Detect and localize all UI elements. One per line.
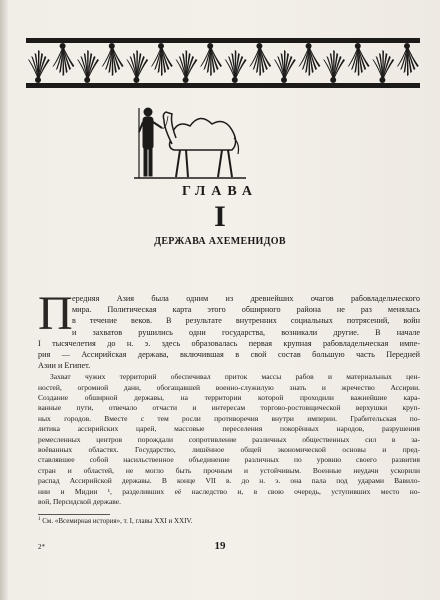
palmette-motif: [323, 50, 345, 83]
palmette-motif: [274, 50, 296, 83]
palmette-motif: [126, 50, 148, 83]
palmette-motif: [175, 50, 197, 83]
footnote-mark: 1: [38, 517, 41, 522]
palmette-motif: [102, 43, 124, 76]
palmette-motif: [52, 43, 74, 76]
chapter-label: ГЛАВА: [182, 184, 258, 199]
text-line: литика ассирийских царей, массовые переселения покорённых народов, разрушения: [38, 424, 420, 434]
text-line: в течение веков. В результате внутренних социальных потрясений, войн: [72, 316, 420, 326]
paragraph-1: [38, 287, 420, 371]
chapter-number: I: [214, 200, 226, 233]
text-line: ных городов. Вместе с тем росли противоречия внутри империи. Грабительская по-: [38, 413, 420, 423]
palmette-motif: [151, 43, 173, 76]
palmette-motif: [348, 43, 370, 76]
text-line: ремесленных центров порождали сопротивление различных общественных сил в за-: [38, 434, 420, 444]
palmette-motif: [372, 50, 394, 83]
page-spine-shadow: [0, 0, 8, 600]
text-line: воёванных областях. Государство, лишённое общей экономической основы и пред-: [38, 445, 420, 455]
palmette-motif: [200, 43, 222, 76]
text-line: Захват чужих территорий обеспечивал приток массы рабов и материальных цен-: [50, 372, 420, 382]
footnote: [38, 517, 418, 525]
palmette-motif: [397, 43, 419, 76]
text-line: мира. Политическая карта этого обширного района не раз менялась: [72, 305, 420, 315]
text-line: ванные пути, отвечало отчасти и интересам торгово-ростовщической верхушки круп-: [38, 403, 420, 413]
palmette-motif: [298, 43, 320, 76]
text-line: ставлявшее собой насильственное объединение различных по уровню своего развития: [38, 455, 420, 465]
camel-and-man-illustration: [130, 98, 250, 182]
footnote-divider: [38, 514, 110, 515]
palmette-motif: [28, 50, 50, 83]
chapter-title: ДЕРЖАВА АХЕМЕНИДОВ: [154, 236, 286, 247]
drop-cap: П: [38, 287, 73, 340]
text-line: Создание обширной державы, на территории которой проходили важнейшие кара-: [38, 393, 420, 403]
footnote-text: См. «Всемирная история», т. I, главы XXI и XXIV.: [42, 517, 193, 525]
text-line: стран и областей, не могло быть прочным и устойчивым. Военные неудачи ускорили: [38, 465, 420, 475]
text-line: вой, Персидской державе.: [38, 497, 121, 506]
palmette-motif: [225, 50, 247, 83]
text-line: распад Ассирийской державы. В конце VII в. до н. э. она пала под ударами Вавило-: [38, 476, 420, 486]
text-line: рия — Ассирийская держава, включившая в свой состав большую часть Передней: [38, 349, 420, 359]
body-text: [38, 287, 420, 507]
text-line: ередняя Азия была одним из древнейших очагов рабовладельческого: [72, 294, 420, 303]
text-line: Азии и Египет.: [38, 361, 91, 371]
palmette-motif: [249, 43, 271, 76]
paragraph-2: [38, 372, 420, 507]
printer-signature: 2*: [38, 543, 45, 551]
page-number: 19: [214, 540, 226, 552]
text-line: и захватов рушились одни государства, возникали другие. В начале: [72, 327, 420, 337]
text-line: I тысячелетия до н. э. здесь образовалась первая крупная рабовладельческая импе-: [38, 338, 420, 348]
text-line: ностей, огромной дани, обогащавшей военно-служилую знать и жречество Ассирии.: [38, 382, 420, 392]
palmette-motif: [77, 50, 99, 83]
ornamental-frieze: [26, 38, 420, 88]
text-line: нии и Мидии ¹, разделивших её наследство и, в свою очередь, уступивших место но-: [38, 486, 420, 496]
